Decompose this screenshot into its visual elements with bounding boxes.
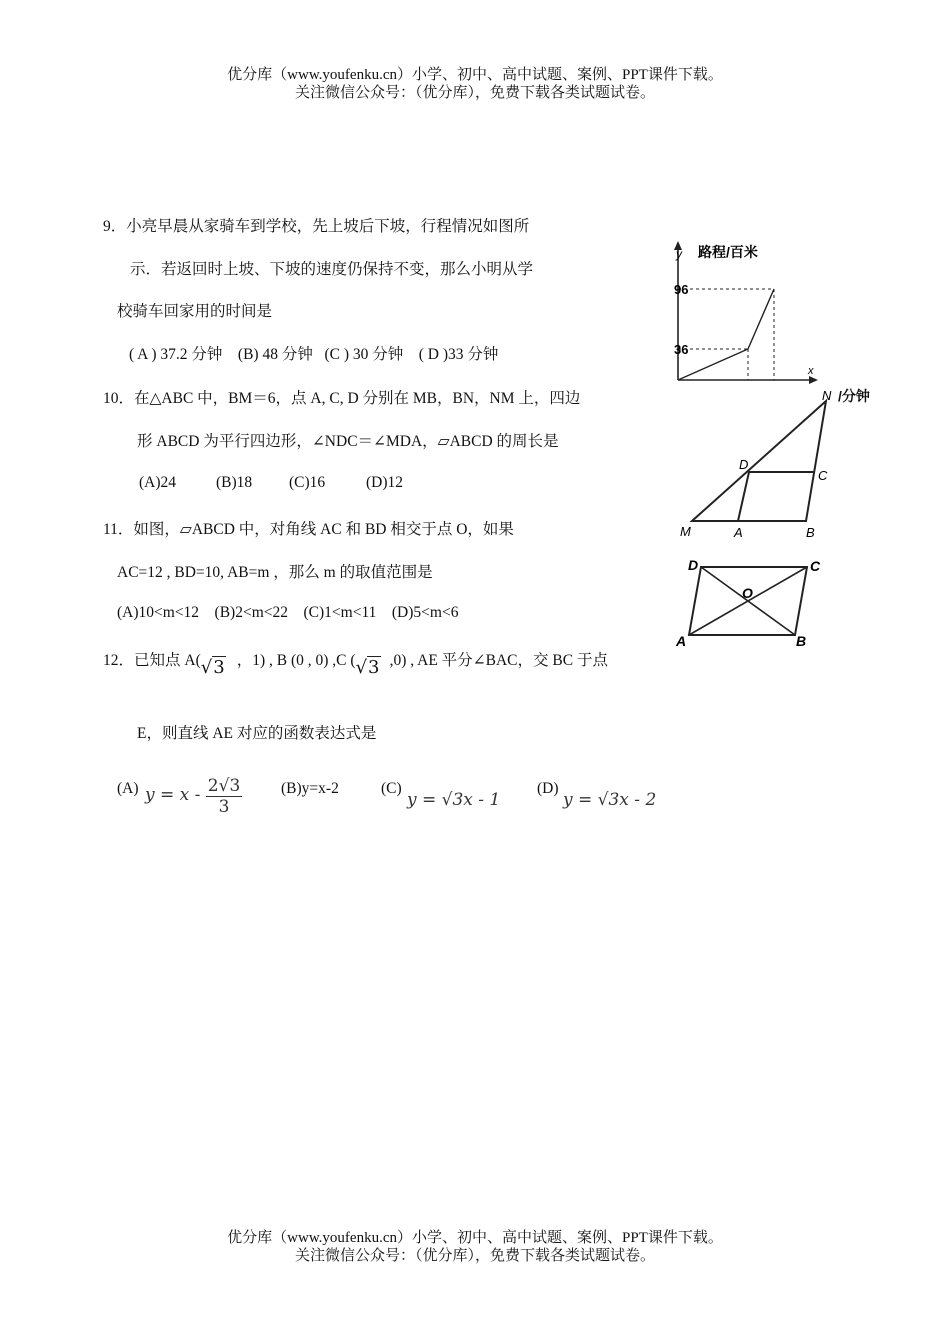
label-d: D (739, 457, 749, 472)
q12-option-a-expr: y = x - $\frac{2√3}{3}$ (145, 776, 241, 817)
q12-prefix: 12．已知点 A( (103, 652, 201, 669)
header-line-1: 优分库（www.youfenku.cn）小学、初中、高中试题、案例、PPT课件下载。 (227, 67, 723, 83)
q12-option-d-expr: y = √3x - 2 (563, 790, 657, 810)
q12-line-1 (103, 648, 608, 678)
label-d: D (688, 557, 699, 573)
footer-line-1: 优分库（www.youfenku.cn）小学、初中、高中试题、案例、PPT课件下载。 (227, 1230, 723, 1246)
label-b: B (796, 633, 807, 649)
q12-option-d-label: (D) (537, 780, 559, 797)
q9-line-1: 9．小亮早晨从家骑车到学校，先上坡后下坡，行程情况如图所 (103, 218, 530, 235)
graph-title: 路程/百米 (698, 244, 758, 260)
label-m: M (680, 524, 691, 539)
label-c: C (810, 558, 821, 574)
y-tick-36: 36 (674, 342, 689, 357)
x-axis-label: x (808, 365, 814, 377)
q12-option-a-label: (A) (117, 780, 139, 797)
q12-suffix: ,0) , AE 平分∠BAC，交 BC 于点 (389, 652, 608, 669)
q11-options: (A)10<m<12 (B)2<m<22 (C)1<m<11 (D)5<m<6 (117, 604, 459, 621)
q12-line-2: E，则直线 AE 对应的函数表达式是 (137, 725, 377, 742)
sqrt-3-a: √3 (200, 657, 225, 678)
graph-x-unit: /分钟 (838, 388, 870, 404)
q9-options: ( A ) 37.2 分钟 (B) 48 分钟 (C ) 30 分钟 ( D )33 分钟 (129, 346, 499, 363)
q12-option-b: (B)y=x-2 (281, 780, 339, 797)
q10-figure (672, 388, 842, 544)
q12-mid: ，1) , B (0 , 0) ,C ( (236, 652, 356, 669)
q11-line-1: 11．如图，▱ABCD 中，对角线 AC 和 BD 相交于点 O，如果 (103, 521, 514, 538)
y-tick-96: 96 (674, 282, 689, 297)
label-a: A (734, 525, 743, 540)
q9-line-2: 示．若返回时上坡、下坡的速度仍保持不变，那么小明从学 (130, 261, 534, 278)
q10-line-1: 10．在△ABC 中，BM＝6，点 A, C, D 分别在 MB，BN，NM 上，四边 (103, 390, 581, 407)
label-c: C (818, 468, 828, 483)
q10-line-2: 形 ABCD 为平行四边形，∠NDC＝∠MDA，▱ABCD 的周长是 (137, 433, 559, 450)
label-o: O (742, 585, 753, 601)
q10-option-c: (C)16 (289, 474, 326, 491)
y-axis-label: y (676, 247, 682, 261)
q10-option-a: (A)24 (139, 474, 177, 491)
route-line (678, 289, 774, 380)
header-line-2: 关注微信公众号：（优分库），免费下载各类试题试卷。 (294, 85, 655, 101)
label-b: B (806, 525, 815, 540)
triangle-mbn (692, 401, 826, 521)
q11-figure (674, 553, 834, 653)
x-axis-arrow (809, 376, 818, 384)
footer-line-2: 关注微信公众号：（优分库），免费下载各类试题试卷。 (294, 1248, 655, 1264)
q10-option-b: (B)18 (216, 474, 253, 491)
q12-option-c-expr: y = √3x - 1 (407, 790, 501, 810)
q11-line-2: AC=12 , BD=10, AB=m ，那么 m 的取值范围是 (117, 564, 433, 581)
diagonal-bd (701, 567, 795, 635)
label-n: N (822, 388, 832, 403)
q12-option-c-label: (C) (381, 780, 402, 797)
parallelogram-sides (738, 472, 814, 521)
q9-graph (668, 238, 878, 384)
sqrt-3-c: √3 (355, 657, 380, 678)
q9-line-3: 校骑车回家用的时间是 (117, 303, 273, 320)
label-a: A (676, 633, 687, 649)
q10-option-d: (D)12 (366, 474, 404, 491)
